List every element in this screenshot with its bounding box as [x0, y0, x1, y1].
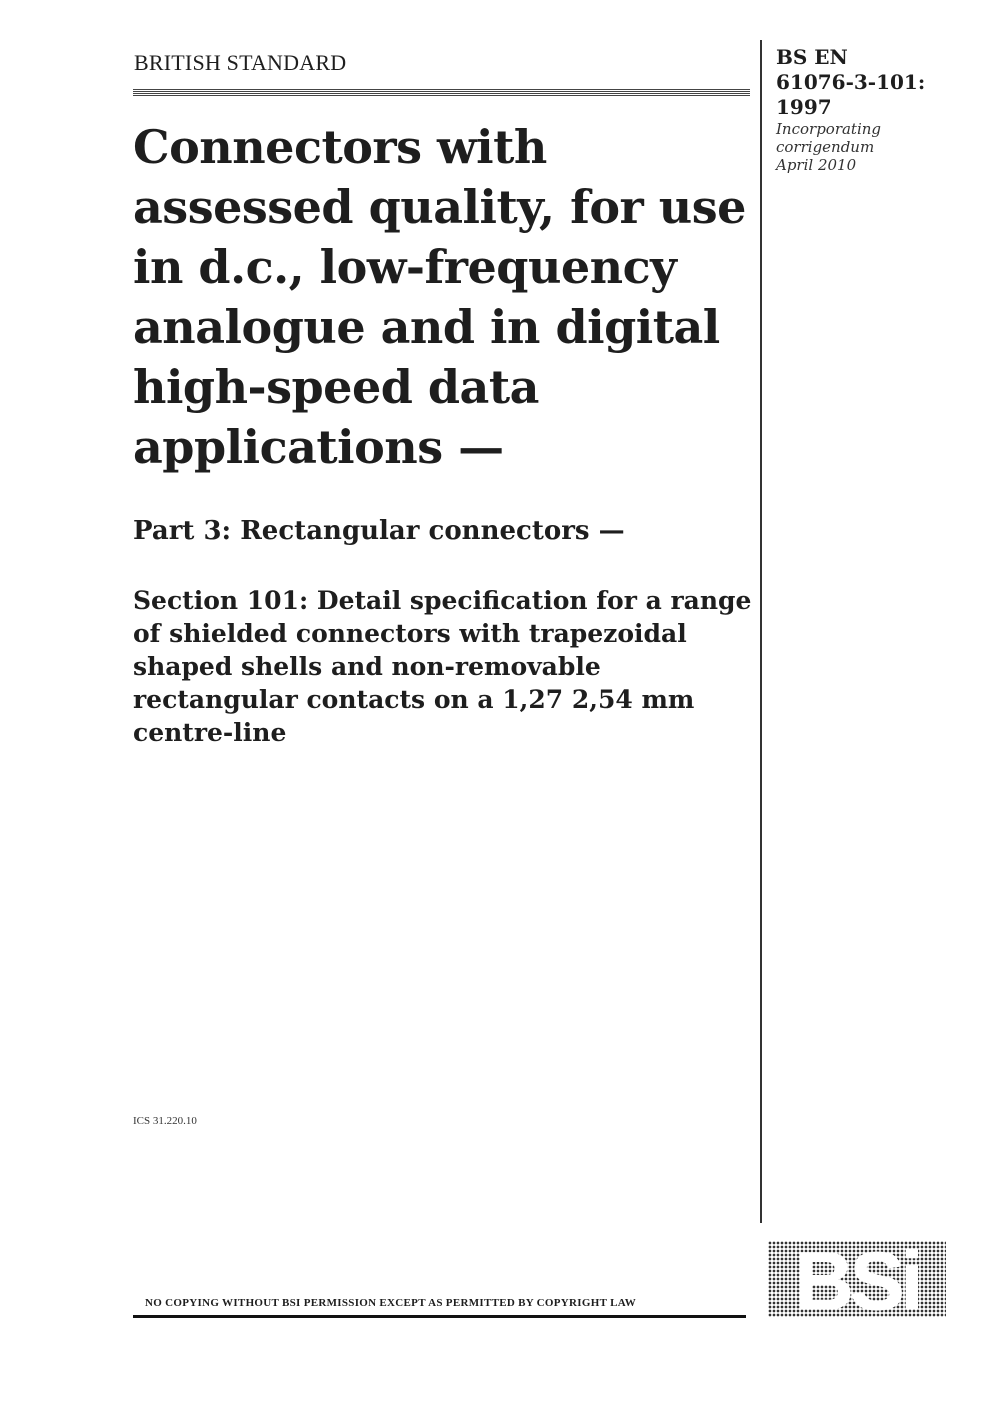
part-title: Part 3: Rectangular connectors —: [133, 516, 625, 546]
copyright-notice: NO COPYING WITHOUT BSI PERMISSION EXCEPT AS PERMITTED BY COPYRIGHT LAW: [145, 1297, 637, 1309]
standard-number-line: 61076-3-101:: [776, 70, 926, 94]
amendment-note: [776, 120, 881, 174]
vertical-divider: [760, 40, 762, 1223]
footer-rule: [133, 1315, 746, 1318]
main-title: Connectors with assessed quality, for use in d.c., low-frequency analogue and in digital high-speed data applications —: [133, 120, 746, 474]
section-title: Section 101: Detail specification for a range of shielded connectors with trapezoidal shaped shells and non-removable rectangular contacts on a 1,27 2,54 mm centre-line: [133, 586, 752, 747]
standard-number-line: 1997: [776, 95, 832, 119]
svg-text:BSi: BSi: [794, 1241, 920, 1317]
header-rule: [133, 89, 750, 96]
amendment-note-line: Incorporating: [776, 120, 882, 138]
document-type-label: BRITISH STANDARD: [134, 50, 347, 75]
amendment-note-line: April 2010: [776, 156, 857, 174]
amendment-note-line: corrigendum: [776, 138, 875, 156]
standard-number: [776, 45, 925, 120]
bsi-logo: [768, 1241, 946, 1317]
standard-number-line: BS EN: [776, 45, 848, 69]
ics-code: ICS 31.220.10: [133, 1115, 197, 1127]
